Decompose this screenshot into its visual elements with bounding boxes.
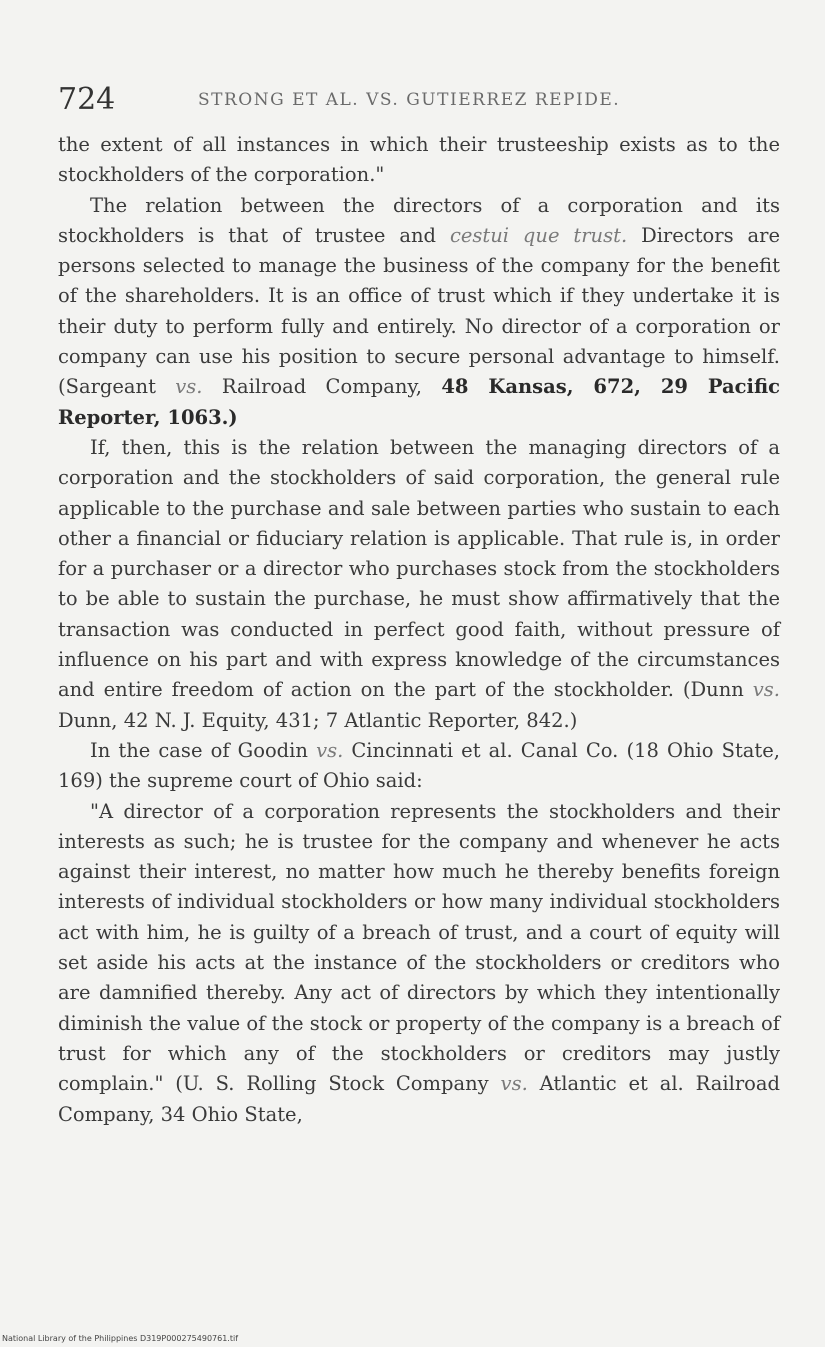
text-segment: Railroad Company, (202, 375, 442, 399)
paragraph (58, 130, 780, 191)
paragraph (58, 433, 780, 736)
text-segment: Dunn, 42 N. J. Equity, 431; 7 Atlantic Reporter, 842.) (58, 708, 578, 732)
italic-text: vs. (500, 1072, 528, 1096)
running-header (58, 82, 778, 116)
body-text (58, 130, 780, 1130)
text-segment: In the case of Goodin (90, 738, 317, 762)
italic-text: vs. (316, 738, 344, 762)
text-segment: The relation between the directors of a corporation and its stockholders is that of trustee and (58, 193, 780, 247)
page-number: 724 (58, 82, 116, 117)
text-segment: Cincinnati et al. Canal Co. (18 Ohio State, 169) the supreme court of Ohio said: (58, 738, 780, 793)
text-segment: the extent of all instances in which their trusteeship exists as to the stockholders of the corporation." (58, 133, 780, 187)
italic-text: vs. (752, 678, 780, 702)
text-segment: "A director of a corporation represents the stockholders and their interests as such; he is trustee for the company and whenever he acts against their interest, no matter how much he thereby benefits foreign interests of individual stockholders or how many individual stockholders act with him, he is guilty of a breach of trust, and a court of equity will set aside his acts at the instance of the stockholders or creditors who are damnified thereby. Any act of directors by which they intentionally diminish the value of the stock or property of the company is a breach of trust for which any of the stockholders or creditors may justly complain." (U. S. Rolling Stock Company (58, 799, 780, 1096)
paragraph (58, 797, 780, 1130)
italic-text: vs. (175, 375, 203, 399)
paragraph (58, 191, 780, 433)
italic-text: cestui que trust. (449, 223, 628, 247)
running-title: STRONG ET AL. VS. GUTIERREZ REPIDE. (198, 90, 621, 110)
paragraph (58, 736, 780, 797)
text-segment: If, then, this is the relation between the managing directors of a corporation and the stockholders of said corporation, the general rule applicable to the purchase and sale between parties who sustain to each other a financial or fiduciary relation is applicable. That rule is, in order for a purchaser or a director who purchases stock from the stockholders to be able to sustain the purchase, he must show affirmatively that the transaction was conducted in perfect good faith, without pressure of influence on his part and with express knowledge of the circumstances and entire freedom of action on the part of the stockholder. (Dunn (58, 435, 780, 702)
scan-source-note: National Library of the Philippines D319P000275490761.tif (2, 1334, 239, 1343)
text-segment: Atlantic et al. Railroad Company, 34 Ohio State, (58, 1072, 780, 1126)
text-segment: Directors are persons selected to manage the business of the company for the benefit of the shareholders. It is an office of trust which if they undertake it is their duty to perform fully and entirely. No director of a corporation or company can use his position to secure personal advantage to himself. (Sargeant (58, 223, 781, 399)
bold-citation: 48 Kansas, 672, 29 Pacific Reporter, 1063.) (58, 375, 780, 429)
